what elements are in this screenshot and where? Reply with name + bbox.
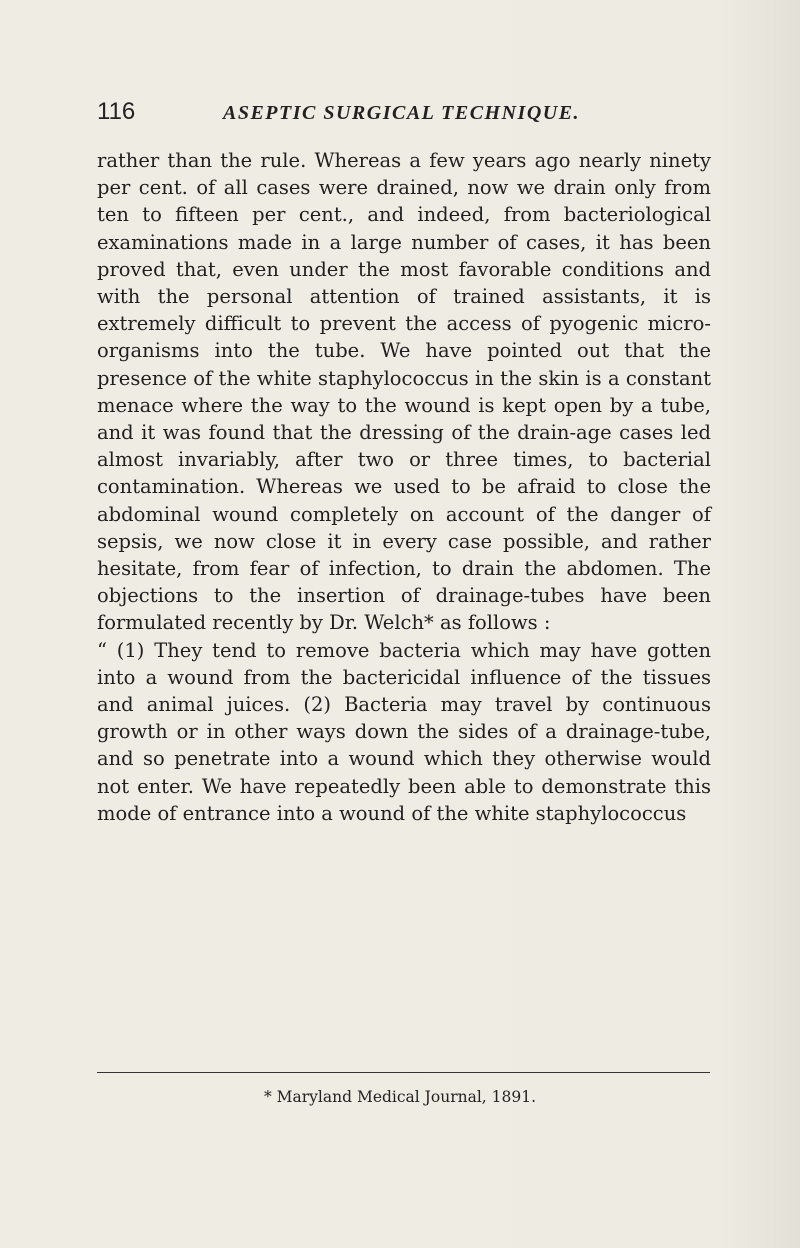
page-number: 116 [97, 98, 136, 125]
footnote-rule [97, 1072, 710, 1073]
footnote: * Maryland Medical Journal, 1891. [263, 1088, 537, 1106]
running-head: ASEPTIC SURGICAL TECHNIQUE. [223, 102, 581, 124]
body-text [97, 147, 711, 827]
paragraph: rather than the rule. Whereas a few years ago nearly ninety per cent. of all cases were drained, now we drain only from ten to fifteen per cent., and indeed, from bacteriological examinations made in a large number of cases, it has been proved that, even under the most favorable conditions and with the personal attention of trained assistants, it is extremely difficult to prevent the access of pyogenic micro-organisms into the tube. We have pointed out that the presence of the white staphylococcus in the skin is a constant menace where the way to the wound is kept open by a tube, and it was found that the dressing of the drain-age cases led almost invariably, after two or three times, to bacterial contamination. Whereas we used to be afraid to close the abdominal wound completely on account of the danger of sepsis, we now close it in every case possible, and rather hesitate, from fear of infection, to drain the abdomen. The objections to the insertion of drainage-tubes have been formulated recently by Dr. Welch* as follows : [97, 149, 711, 635]
page-header [97, 98, 717, 132]
paragraph: “ (1) They tend to remove bacteria which may have gotten into a wound from the bactericidal influence of the tissues and animal juices. (2) Bacteria may travel by continuous growth or in other ways down the sides of a drainage-tube, and so penetrate into a wound which they otherwise would not enter. We have repeatedly been able to demonstrate this mode of entrance into a wound of the white staphylococcus [97, 638, 711, 825]
